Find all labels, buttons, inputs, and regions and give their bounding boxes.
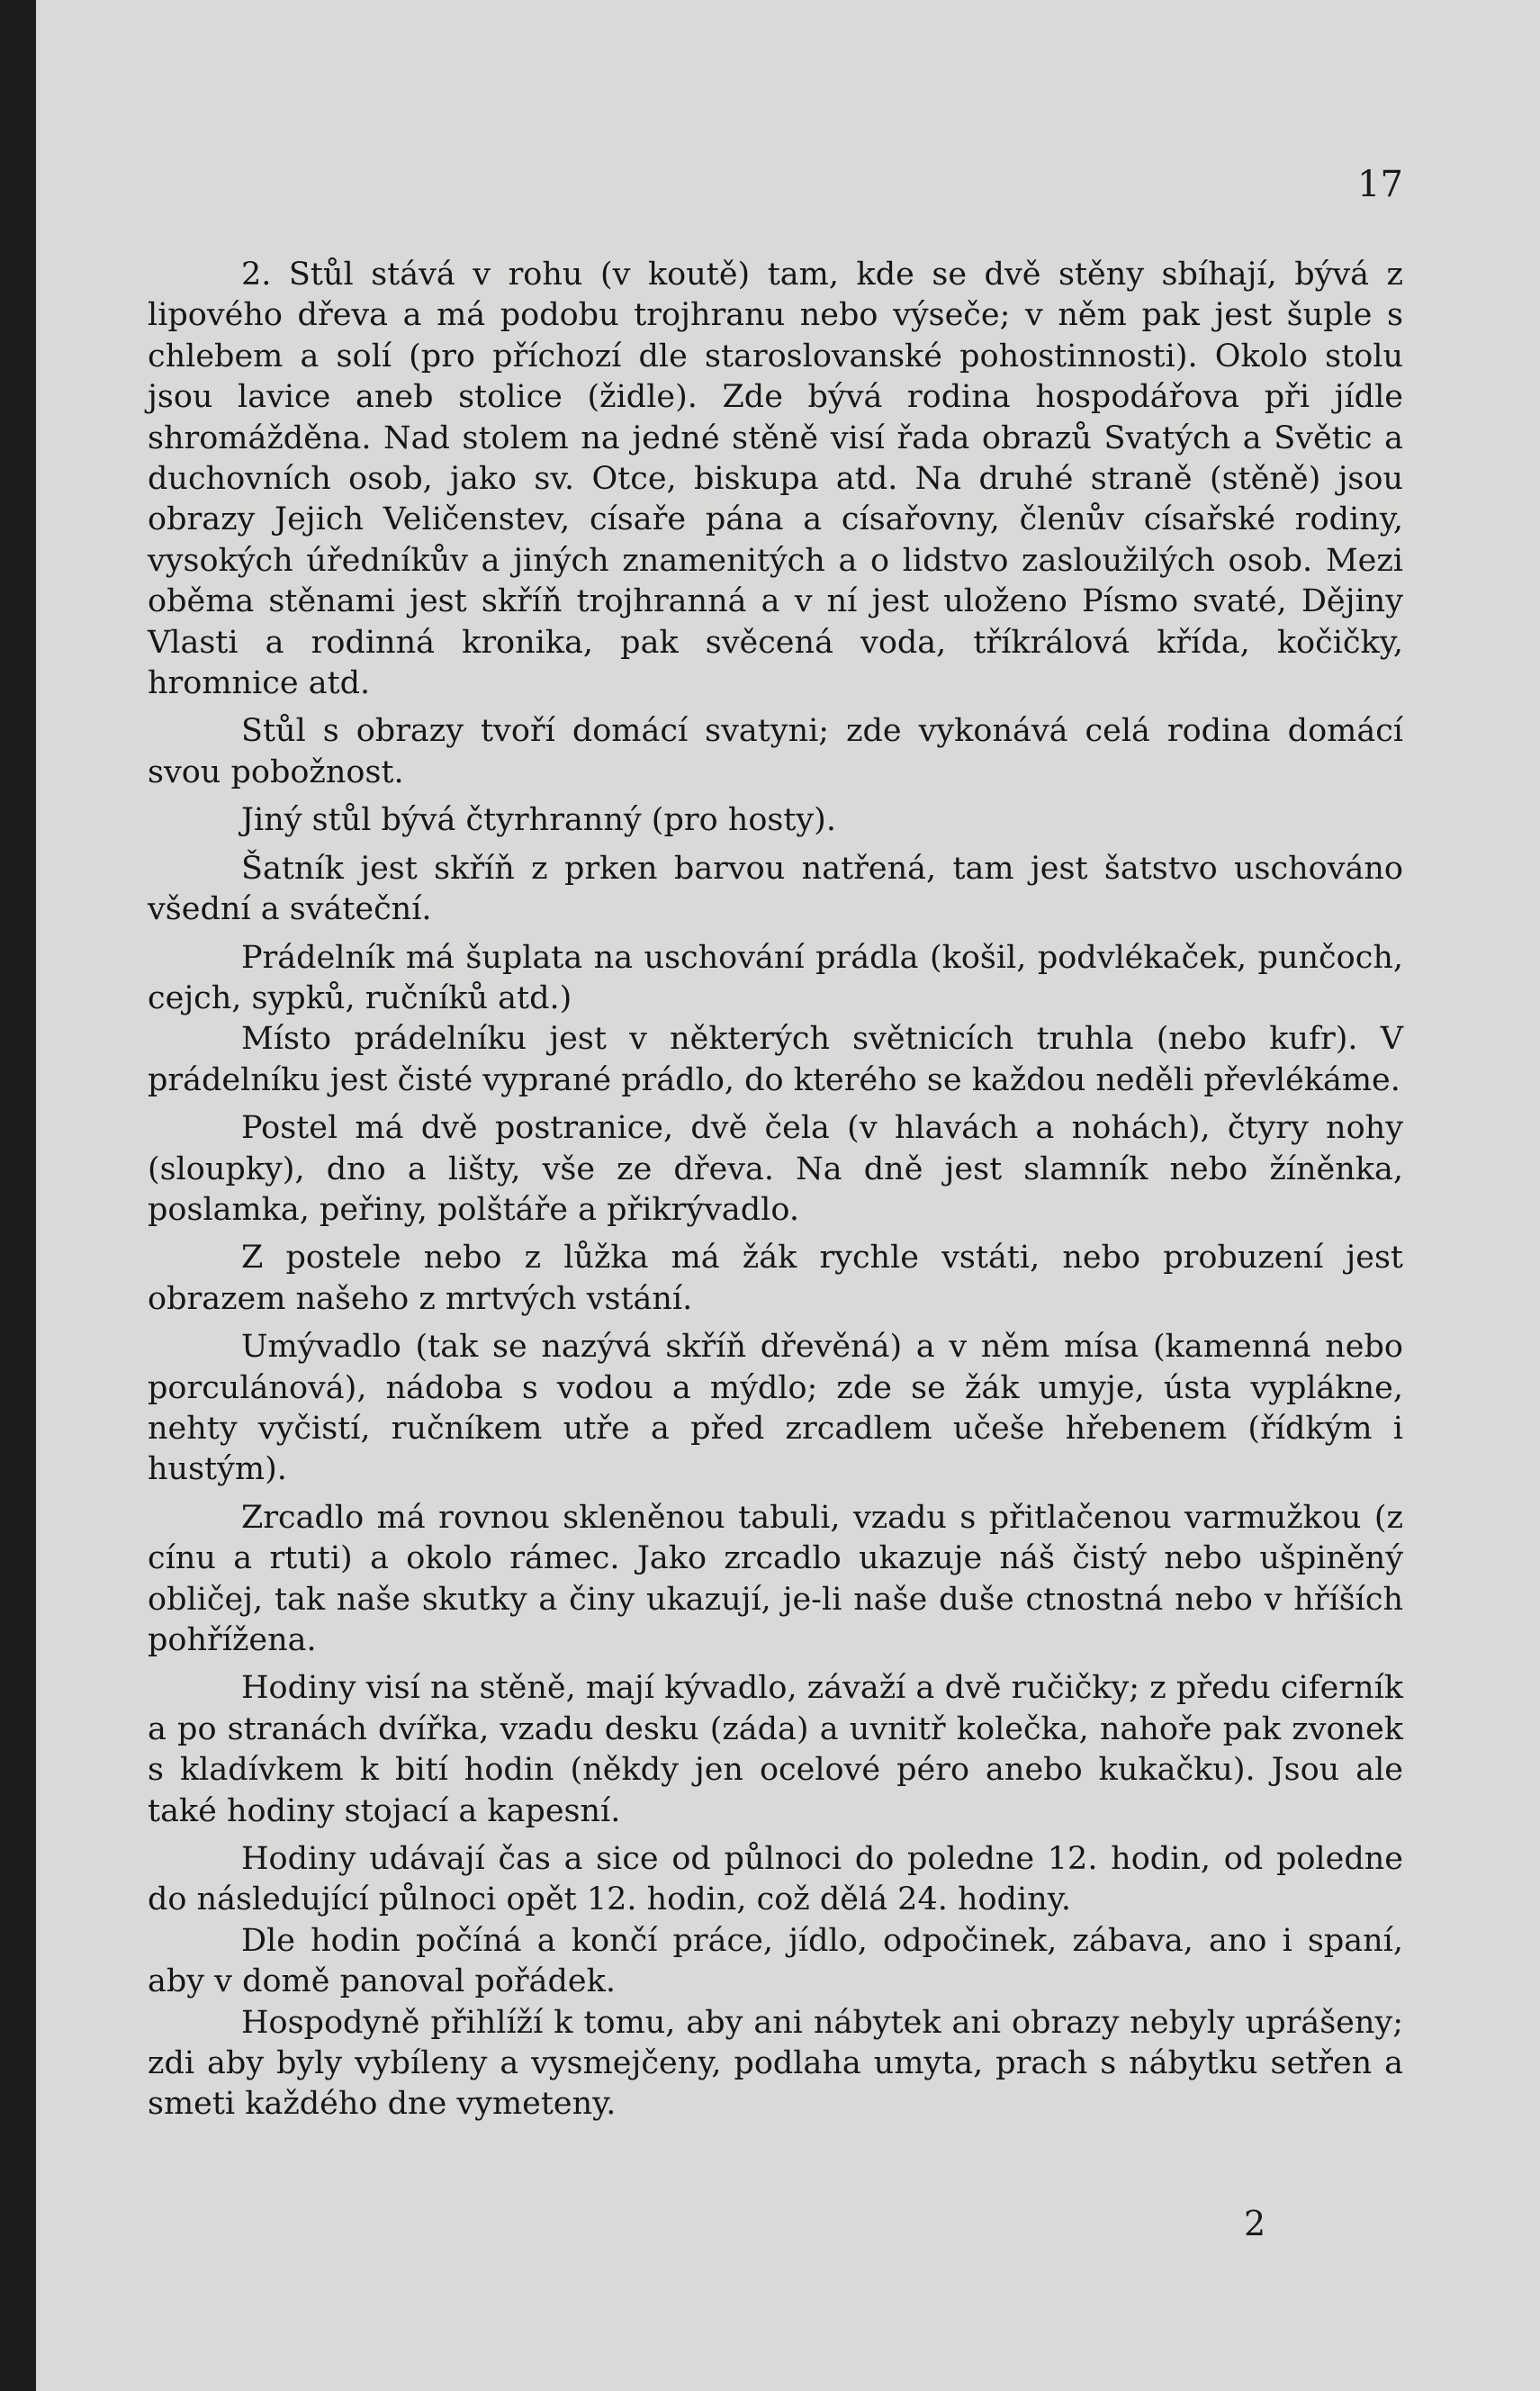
paragraph: Prádelník má šuplata na uschování prádla (košil, podvlékaček, punčoch, cejch, sypků, ručníků atd.) <box>148 939 1403 1016</box>
body-text <box>148 255 1403 2125</box>
paragraph: Místo prádelníku jest v některých světnicích truhla (nebo kufr). V prádelníku jest čisté vyprané prádlo, do kterého se každou neděli převlékáme. <box>148 1021 1403 1098</box>
paragraph: Hospodyně přihlíží k tomu, aby ani nábytek ani obrazy nebyly uprášeny; zdi aby byly vybíleny a vysmejčeny, podlaha umyta, prach s nábytku setřen a smeti každého dne vymeteny. <box>148 2004 1403 2123</box>
signature-mark: 2 <box>1244 2204 1266 2243</box>
paragraph: Hodiny visí na stěně, mají kývadlo, závaží a dvě ručičky; z předu ciferník a po stranách dvířka, vzadu desku (záda) a uvnitř kolečka, nahoře pak zvonek s kladívkem k bití hodin (někdy jen ocelové péro anebo kukačku). Jsou ale také hodiny stojací a kapesní. <box>148 1670 1403 1829</box>
paragraph: Dle hodin počíná a končí práce, jídlo, odpočinek, zábava, ano i spaní, aby v domě panoval pořádek. <box>148 1922 1403 2000</box>
book-page <box>36 0 1540 2391</box>
paragraph: Zrcadlo má rovnou skleněnou tabuli, vzadu s přitlačenou varmužkou (z cínu a rtuti) a okolo rámec. Jako zrcadlo ukazuje náš čistý nebo ušpiněný obličej, tak naše skutky a činy ukazují, je-li naše duše ctnostná nebo v hříších pohřížena. <box>148 1499 1403 1658</box>
paragraph: Hodiny udávají čas a sice od půlnoci do poledne 12. hodin, od poledne do následující půlnoci opět 12. hodin, což dělá 24. hodiny. <box>148 1841 1403 1918</box>
paragraph: Šatník jest skříň z prken barvou natřená, tam jest šatstvo uschováno všední a sváteční. <box>148 850 1403 928</box>
paragraph: Jiný stůl bývá čtyrhranný (pro hosty). <box>241 802 836 839</box>
paragraph: Stůl s obrazy tvoří domácí svatyni; zde vykonává celá rodina domácí svou pobožnost. <box>148 713 1403 790</box>
paragraph: Z postele nebo z lůžka má žák rychle vstáti, nebo probuzení jest obrazem našeho z mrtvých vstání. <box>148 1240 1403 1317</box>
paragraph: Umývadlo (tak se nazývá skříň dřevěná) a v něm mísa (kamenná nebo porculánová), nádoba s vodou a mýdlo; zde se žák umyje, ústa vyplákne, nehty vyčistí, ručníkem utře a před zrcadlem učeše hřebenem (řídkým i hustým). <box>148 1329 1403 1488</box>
paragraph: Postel má dvě postranice, dvě čela (v hlavách a nohách), čtyry nohy (sloupky), dno a lišty, vše ze dřeva. Na dně jest slamník nebo žíněnka, poslamka, peřiny, polštáře a přikrývadlo. <box>148 1110 1403 1228</box>
paragraph: 2. Stůl stává v rohu (v koutě) tam, kde se dvě stěny sbíhají, bývá z lipového dřeva a má podobu trojhranu nebo výseče; v něm pak jest šuple s chlebem a solí (pro příchozí dle staroslovanské pohostinnosti). Okolo stolu jsou lavice aneb stolice (židle). Zde bývá rodina hospodářova při jídle shromážděna. Nad stolem na jedné stěně visí řada obrazů Svatých a Světic a duchovních osob, jako sv. Otce, biskupa atd. Na druhé straně (stěně) jsou obrazy Jejich Veličenstev, císaře pána a císařovny, členův císařské rodiny, vysokých úředníkův a jiných znamenitých a o lidstvo zasloužilých osob. Mezi oběma stěnami jest skříň trojhranná a v ní jest uloženo Písmo svaté, Dějiny Vlasti a rodinná kronika, pak svěcená voda, tříkrálová křída, kočičky, hromnice atd. <box>148 257 1403 702</box>
page-number: 17 <box>1357 164 1403 205</box>
